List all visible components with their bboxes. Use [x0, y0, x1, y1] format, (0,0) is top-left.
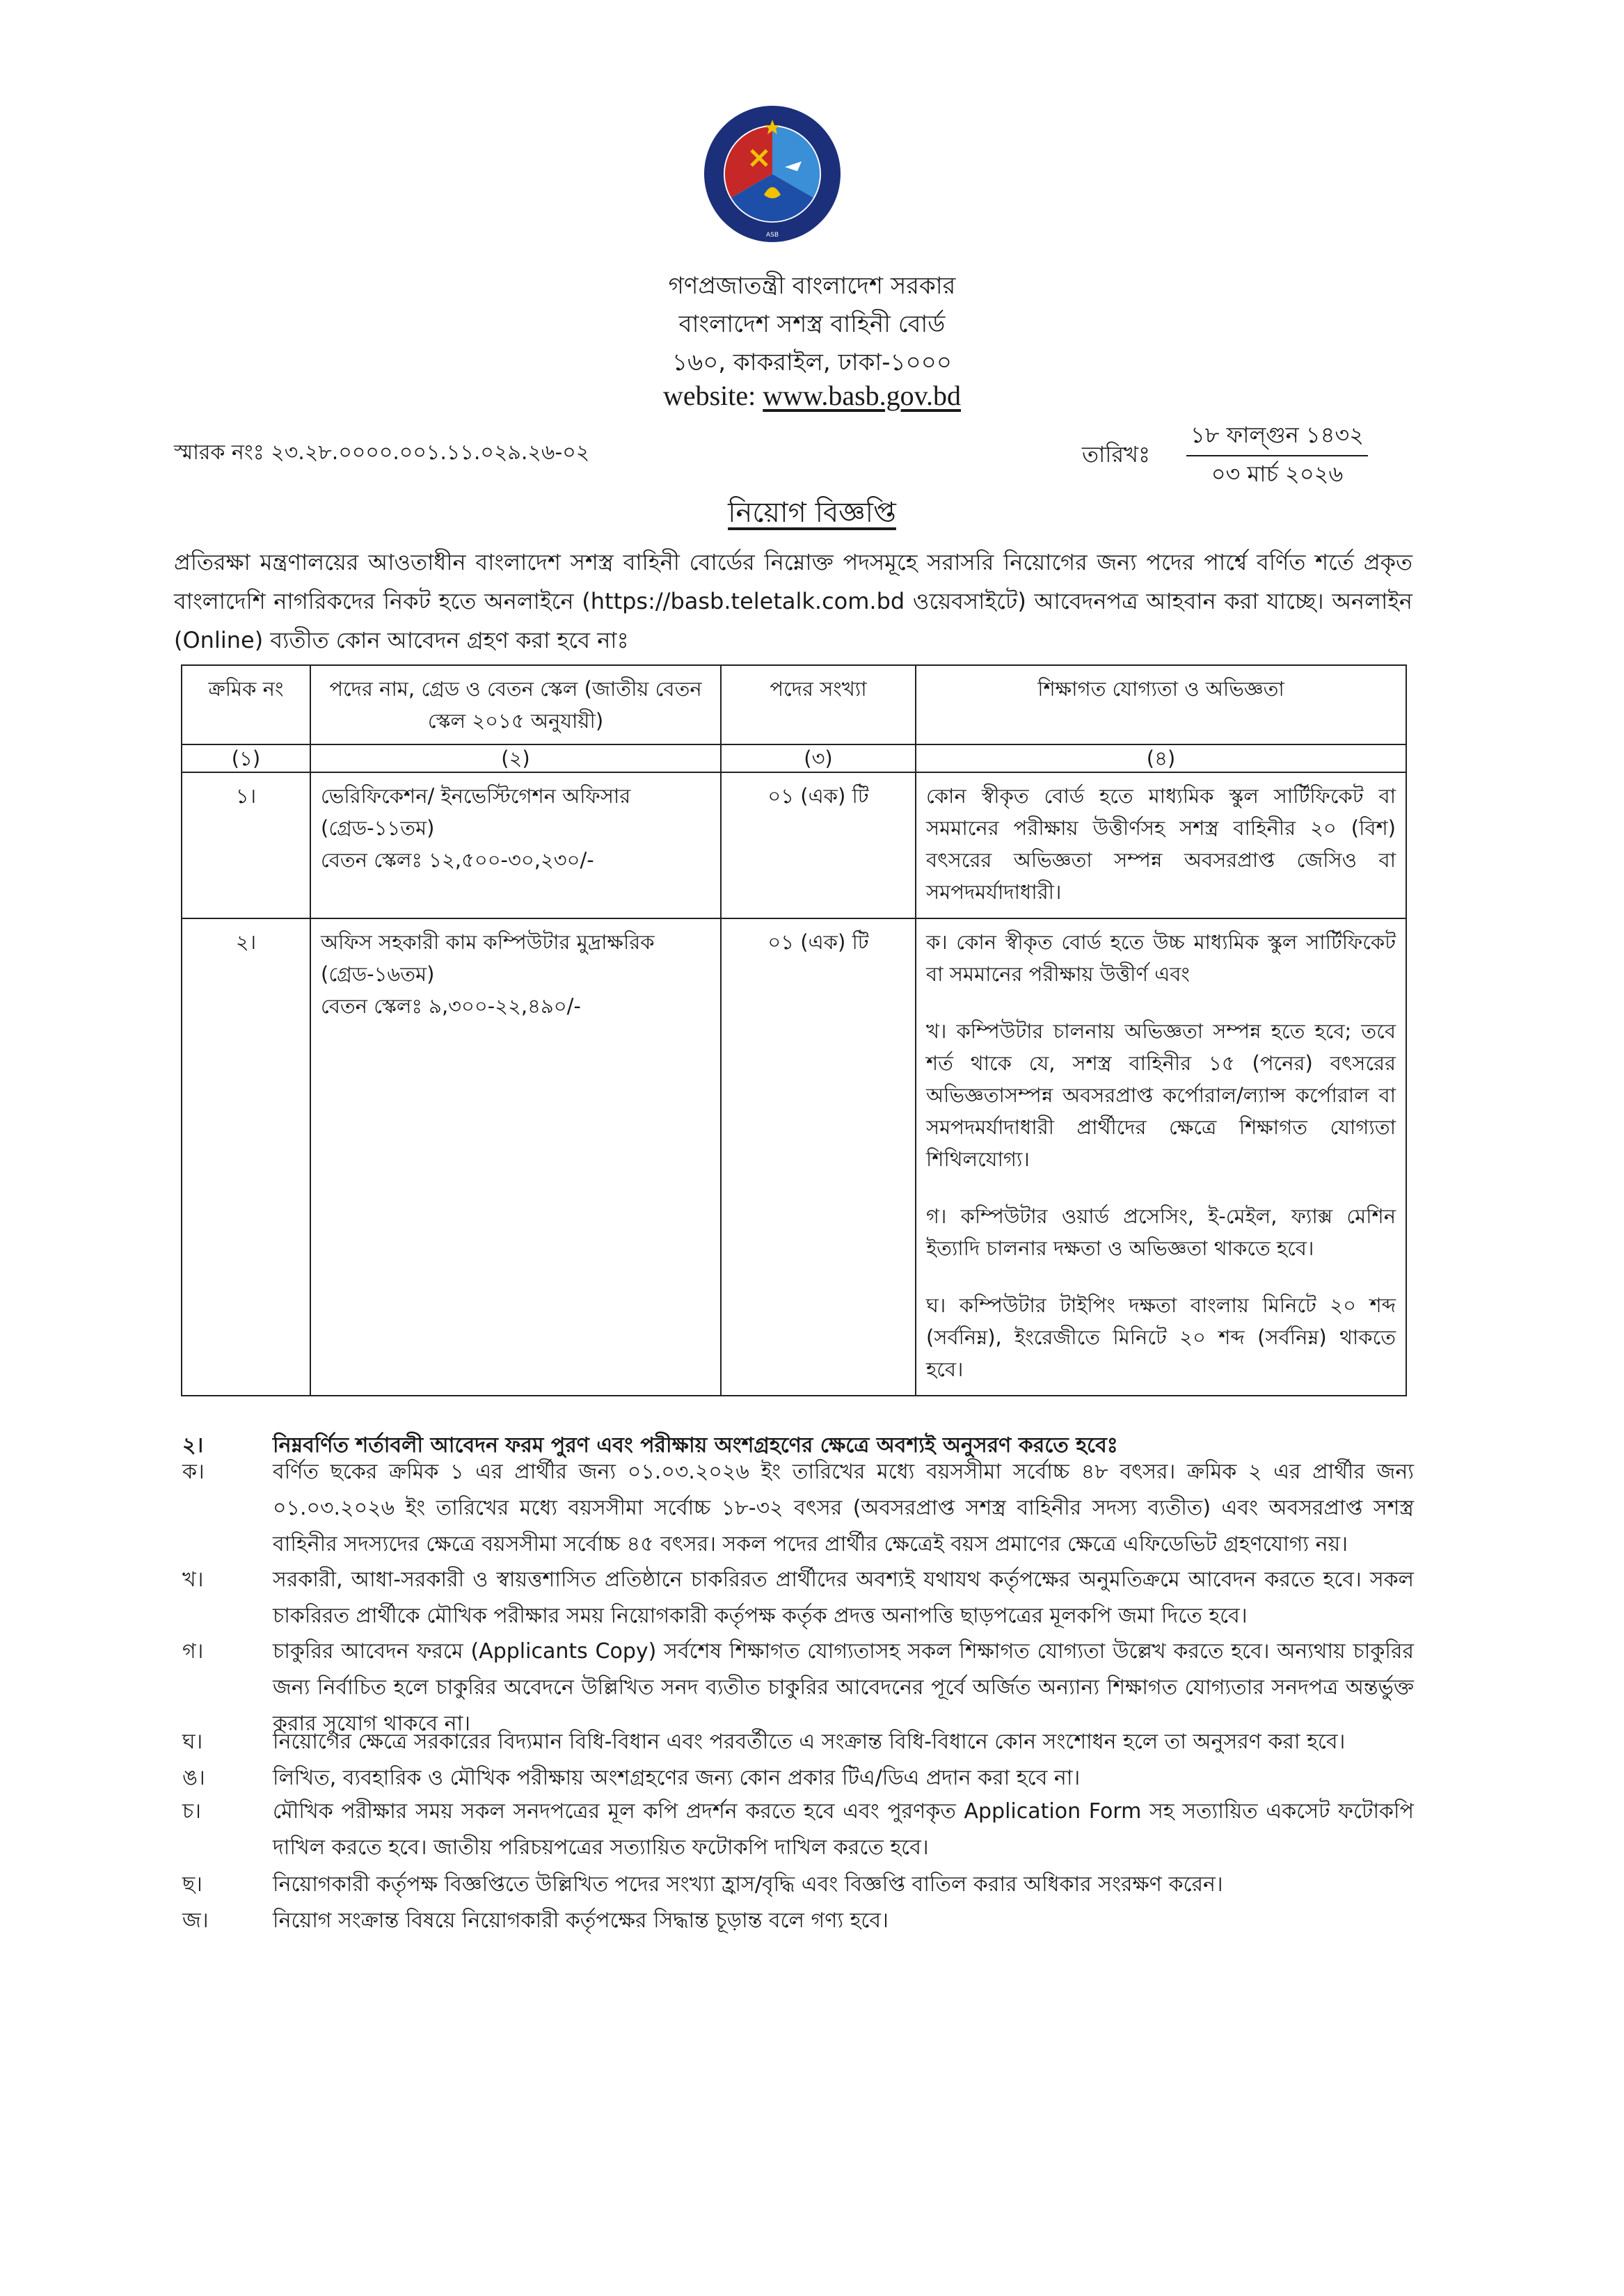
row-post: [310, 918, 721, 1396]
website-label: website:: [662, 380, 763, 411]
org-name: বাংলাদেশ সশস্ত্র বাহিনী বোর্ড: [678, 310, 946, 338]
org-website: [0, 379, 1624, 412]
org-government: গণপ্রজাতন্ত্রী বাংলাদেশ সরকার: [668, 272, 956, 300]
col-number: (৪): [916, 744, 1406, 772]
col-header-serial: ক্রমিক নং: [182, 665, 310, 744]
post-grade: (গ্রেড-১১তম): [321, 816, 435, 840]
condition-text: লিখিত, ব্যবহারিক ও মৌখিক পরীক্ষায় অংশগ্রহণের জন্য কোন প্রকার টিএ/ডিএ প্রদান করা হবে না।: [273, 1766, 1081, 1790]
memo-number: স্মারক নংঃ ২৩.২৮.০০০০.০০১.১১.০২৯.২৬-০২: [174, 440, 590, 465]
qualification-text: গ। কম্পিউটার ওয়ার্ড প্রসেসিং, ই-মেইল, ফ্যাক্স মেশিন ইত্যাদি চালনার দক্ষতা ও অভিজ্ঞতা থাকতে হবে।: [926, 1204, 1396, 1260]
table-colnum-row: [182, 744, 1406, 772]
post-grade: (গ্রেড-১৬তম): [321, 962, 435, 986]
posts-table: [181, 664, 1407, 1396]
row-serial: ১।: [182, 772, 310, 918]
condition-item: [182, 1794, 1414, 1866]
condition-marker: ২।: [182, 1433, 204, 1458]
condition-text: সরকারী, আধা-সরকারী ও স্বায়ত্তশাসিত প্রতিষ্ঠানে চাকরিরত প্রার্থীদের অবশ্যই যথাযথ কর্তৃপক্ষের অনুমতিক্রমে আবেদন করতে হবে। সকল চাকরিরত প্রার্থীকে মৌখিক পরীক্ষার সময় নিয়োগকারী কর্তৃপক্ষ কর্তৃক প্রদত্ত অনাপত্তি ছাড়পত্রের মূলকপি জমা দিতে হবে।: [273, 1568, 1414, 1628]
row-serial: ২।: [182, 918, 310, 1396]
row-count: ০১ (এক) টি: [721, 918, 916, 1396]
col-number: (৩): [721, 744, 916, 772]
table-row: [182, 918, 1406, 1396]
qualification-text: ঘ। কম্পিউটার টাইপিং দক্ষতা বাংলায় মিনিটে ২০ শব্দ (সর্বনিম্ন), ইংরেজীতে মিনিটে ২০ শব্দ (সর্বনিম্ন) থাকতে হবে।: [926, 1293, 1396, 1381]
date-english: ০৩ মার্চ ২০২৬: [1211, 461, 1344, 487]
condition-text: নিয়োগকারী কর্তৃপক্ষ বিজ্ঞপ্তিতে উল্লিখিত পদের সংখ্যা হ্রাস/বৃদ্ধি এবং বিজ্ঞপ্তি বাতিল করার অধিকার সংরক্ষণ করেন।: [273, 1872, 1223, 1897]
condition-text: বর্ণিত ছকের ক্রমিক ১ এর প্রার্থীর জন্য ০১.০৩.২০২৬ ইং তারিখের মধ্যে বয়সসীমা সর্বোচ্চ ৪৮ বৎসর। ক্রমিক ২ এর প্রার্থীর জন্য ০১.০৩.২০২৬ ইং তারিখের মধ্যে বয়সসীমা সর্বোচ্চ ১৮-৩২ বৎসর (অবসরপ্রাপ্ত সশস্ত্র বাহিনীর সদস্য ব্যতীত) এবং অবসরপ্রাপ্ত সশস্ত্র বাহিনীর সদস্যদের ক্ষেত্রে বয়সসীমা সর্বোচ্চ ৪৫ বৎসর। সকল পদের প্রার্থীর ক্ষেত্রেই বয়স প্রমাণের ক্ষেত্রে এফিডেভিট গ্রহণযোগ্য নয়।: [273, 1460, 1414, 1556]
condition-item: [182, 1760, 1414, 1796]
col-header-qualification: শিক্ষাগত যোগ্যতা ও অভিজ্ঞতা: [916, 665, 1406, 744]
row-qualification: [916, 918, 1406, 1396]
condition-marker: ক।: [182, 1460, 205, 1484]
row-qualification: [916, 772, 1406, 918]
condition-item: [182, 1903, 1414, 1939]
condition-marker: ঙ।: [182, 1766, 205, 1790]
condition-item: [182, 1724, 1414, 1760]
qualification-text: খ। কম্পিউটার চালনায় অভিজ্ঞতা সম্পন্ন হতে হবে; তবে শর্ত থাকে যে, সশস্ত্র বাহিনীর ১৫ (পনের) বৎসরের অভিজ্ঞতাসম্পন্ন অবসরপ্রাপ্ত কর্পোরাল/ল্যান্স কর্পোরাল বা সমপদমর্যাদাধারী প্রার্থীদের ক্ষেত্রে শিক্ষাগত যোগ্যতা শিথিলযোগ্য।: [926, 1019, 1396, 1171]
condition-marker: ছ।: [182, 1872, 202, 1897]
col-number: (১): [182, 744, 310, 772]
notice-title: নিয়োগ বিজ্ঞপ্তি: [728, 497, 896, 529]
date-label: তারিখঃ: [1082, 441, 1151, 468]
condition-marker: খ।: [182, 1568, 204, 1592]
post-scale: বেতন স্কেলঃ ৯,৩০০-২২,৪৯০/-: [321, 994, 581, 1018]
date-fraction: [1186, 417, 1368, 494]
condition-text: মৌখিক পরীক্ষার সময় সকল সনদপত্রের মূল কপি প্রদর্শন করতে হবে এবং পুরণকৃত Application Form সহ সত্যায়িত একসেট ফটোকপি দাখিল করতে হবে। জাতীয় পরিচয়পত্রের সত্যায়িত ফটোকপি দাখিল করতে হবে।: [273, 1799, 1414, 1860]
condition-text: নিয়োগ সংক্রান্ত বিষয়ে নিয়োগকারী কর্তৃপক্ষের সিদ্ধান্ত চূড়ান্ত বলে গণ্য হবে।: [273, 1908, 889, 1933]
row-post: [310, 772, 721, 918]
col-header-post: পদের নাম, গ্রেড ও বেতন স্কেল (জাতীয় বেতন স্কেল ২০১৫ অনুযায়ী): [310, 665, 721, 744]
condition-text: নিয়োগের ক্ষেত্রে সরকারের বিদ্যমান বিধি-বিধান এবং পরবর্তীতে এ সংক্রান্ত বিধি-বিধানে কোন সংশোধন হলে তা অনুসরণ করা হবে।: [273, 1730, 1346, 1754]
qualification-text: কোন স্বীকৃত বোর্ড হতে মাধ্যমিক স্কুল সার্টিফিকেট বা সমমানের পরীক্ষায় উত্তীর্ণসহ সশস্ত্র বাহিনীর ২০ (বিশ) বৎসরের অভিজ্ঞতা সম্পন্ন অবসরপ্রাপ্ত জেসিও বা সমপদমর্যাদাধারী।: [926, 784, 1396, 904]
post-scale: বেতন স্কেলঃ ১২,৫০০-৩০,২৩০/-: [321, 848, 594, 872]
table-header-row: [182, 665, 1406, 744]
date-bangla: ১৮ ফাল্গুন ১৪৩২: [1186, 417, 1368, 456]
org-address: ১৬০, কাকরাইল, ঢাকা-১০০০: [672, 349, 952, 376]
svg-text:ASB: ASB: [765, 232, 779, 239]
qualification-text: ক। কোন স্বীকৃত বোর্ড হতে উচ্চ মাধ্যমিক স্কুল সার্টিফিকেট বা সমমানের পরীক্ষায় উত্তীর্ণ এবং: [926, 930, 1396, 986]
table-row: [182, 772, 1406, 918]
condition-text: নিম্নবর্ণিত শর্তাবলী আবেদন ফরম পুরণ এবং পরীক্ষায় অংশগ্রহণের ক্ষেত্রে অবশ্যই অনুসরণ করতে হবেঃ: [273, 1433, 1118, 1458]
post-name: অফিস সহকারী কাম কম্পিউটার মুদ্রাক্ষরিক: [321, 930, 655, 954]
row-count: ০১ (এক) টি: [721, 772, 916, 918]
condition-text: চাকুরির আবেদন ফরমে (Applicants Copy) সর্বশেষ শিক্ষাগত যোগ্যতাসহ সকল শিক্ষাগত যোগ্যতা উল্লেখ করতে হবে। অন্যথায় চাকুরির জন্য নির্বাচিত হলে চাকুরির অবেদনে উল্লিখিত সনদ ব্যতীত চাকুরির আবেদনের পূর্বে অর্জিত অন্যান্য শিক্ষাগত যোগ্যতার সনদপত্র অন্তর্ভুক্ত করার সুযোগ থাকবে না।: [273, 1639, 1414, 1736]
condition-item: [182, 1454, 1414, 1563]
condition-item: [182, 1562, 1414, 1634]
condition-marker: ঘ।: [182, 1730, 203, 1754]
condition-marker: গ।: [182, 1639, 204, 1664]
basb-logo: [703, 104, 842, 244]
post-name: ভেরিফিকেশন/ ইনভেস্টিগেশন অফিসার: [321, 784, 631, 808]
col-header-count: পদের সংখ্যা: [721, 665, 916, 744]
condition-marker: জ।: [182, 1908, 209, 1933]
condition-item: [182, 1867, 1414, 1903]
intro-paragraph: প্রতিরক্ষা মন্ত্রণালয়ের আওতাধীন বাংলাদেশ সশস্ত্র বাহিনী বোর্ডের নিম্নোক্ত পদসমূহে সরাসরি নিয়োগের জন্য পদের পার্শ্বে বর্ণিত শর্তে প্রকৃত বাংলাদেশি নাগরিকদের নিকট হতে অনলাইনে (https://basb.teletalk.com.bd ওয়েবসাইটে) আবেদনপত্র আহবান করা যাচ্ছে। অনলাইন (Online) ব্যতীত কোন আবেদন গ্রহণ করা হবে নাঃ: [174, 549, 1412, 653]
condition-marker: চ।: [182, 1799, 201, 1824]
website-link[interactable]: www.basb.gov.bd: [763, 380, 962, 411]
col-number: (২): [310, 744, 721, 772]
